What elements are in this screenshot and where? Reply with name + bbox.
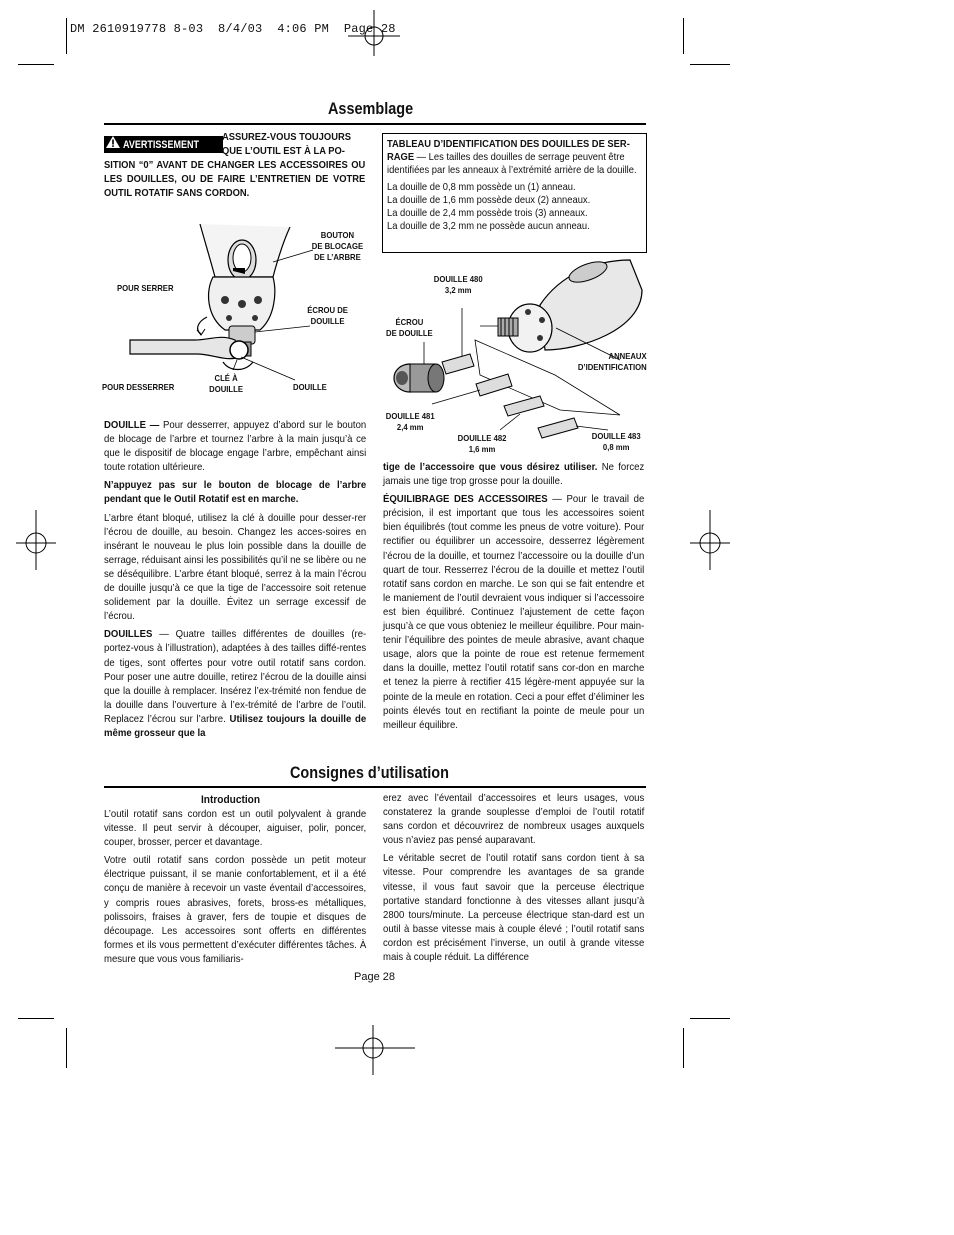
intro-paragraph-2: Votre outil rotatif sans cordon possède un petit moteur électrique puissant, il se manie confortablement, et il a été conçu de manière à recevoir un vaste éventail d’accessoires, y compris roues abrasives, forets, bross-es métalliques, polissoirs, fraises à graver, fers de toupie et disques de découpage. Les accessoires sont offerts en différentes formes et ils vous permettent d’exécuter différentes tâches. À mesure que vous vous familiaris- xyxy=(104,855,367,965)
continuation-bold: tige de l’accessoire que vous désirez utiliser. xyxy=(383,462,598,473)
label-to-tighten: POUR SERRER xyxy=(117,283,174,293)
label-shaft-lock-button: BOUTON DE BLOCAGE DE L’ARBRE xyxy=(311,230,364,262)
table-heading: TABLEAU D’IDENTIFICATION DES DOUILLES DE SER-RAGE xyxy=(387,139,630,163)
label-identification-rings: ANNEAUX D’IDENTIFICATION xyxy=(577,351,647,372)
warning-text-line2: QUE L’OUTIL EST À LA PO- xyxy=(222,146,345,157)
label-to-loosen: POUR DESSERRER xyxy=(102,382,175,392)
table-row: La douille de 1,6 mm possède deux (2) anneaux. xyxy=(387,195,591,206)
label-collet: DOUILLE xyxy=(293,382,327,392)
consignes-right-column xyxy=(383,792,644,969)
warning-text-body: SITION “0” AVANT DE CHANGER LES ACCESSOIRES OU LES DOUILLES, OU DE FAIRE L’ENTRETIEN DE VOTRE OUTIL ROTATIF SANS CORDON. xyxy=(104,160,366,200)
table-intro: — Les tailles des douilles de serrage peuvent être identifiées par les anneaux à l’extrémité arrière de la douille. xyxy=(387,152,637,176)
introduction-heading: Introduction xyxy=(201,794,261,806)
section-title-consignes: Consignes d’utilisation xyxy=(290,763,449,782)
balancing-paragraph: — Pour le travail de précision, il est important que tous les accessoires soient bien équilibrés (tout comme les pneus de votre voiture). Pour rectifier ou équilibrer un accessoire, desserrez légèrement l’écrou de la douille, et tournez l’accessoire ou la douille d’un quart de tour. Resserrez l’écrou de la douille et mettez l’outil rotatif sans cordon en marche. Le son qui se fait entendre et le maniement de l’outil devraient vous indiquer si l’accessoire est bien équilibré. Continuez l’ajustement de cette façon jusqu’à ce que vous obteniez le meilleur équilibre. Pour main-tenir l’équilibre des pointes de meule abrasive, avant chaque usage, alors que la pointe de roue est retenue fermement dans la douille, mettez l’outil rotatif sans cor-don en marche et tenez la pierre à rectifier 415 légère-ment appuyée sur la pointe de la meule en rotation. Ceci a pour effet d’éliminer les points élevés tout en rectifiant la pointe de meule pour un meilleur équilibre. xyxy=(383,494,645,731)
douille-heading: DOUILLE — xyxy=(104,420,160,431)
continuation-text: Ne forcez jamais une tige trop grosse pour la douille. xyxy=(383,462,645,488)
label-collet-nut: ÉCROU DE DOUILLE xyxy=(307,305,348,326)
table-row: La douille de 0,8 mm possède un (1) anneau. xyxy=(387,182,576,193)
table-row: La douille de 2,4 mm possède trois (3) anneaux. xyxy=(387,208,588,219)
douilles-bold-end: Utilisez toujours la douille de même grosseur que la xyxy=(104,713,367,739)
warning-triangle-icon xyxy=(106,136,120,154)
section-title-assemblage: Assemblage xyxy=(328,99,414,118)
intro-paragraph-4: Le véritable secret de l’outil rotatif sans cordon tient à sa vitesse. Pour comprendre les avantages de sa grande vitesse, il vous faut savoir que la perceuse électrique portative standard fonctionne à des vitesses allant jusqu’à 2800 tours/minute. La perceuse électrique stan-dard est un outil à basse vitesse mais à couple élevé ; l’outil rotatif sans cordon est précisément l’inverse, un outil à grande vitesse mais à couple réduit. La différence xyxy=(383,853,645,964)
print-header: DM 2610919778 8-03 8/4/03 4:06 PM Page 28 xyxy=(70,22,396,36)
warning-text-line1: ASSUREZ-VOUS TOUJOURS xyxy=(222,132,351,143)
label-collet-482: DOUILLE 482 1,6 mm xyxy=(457,433,507,454)
assemblage-right-column xyxy=(383,461,644,737)
label-collet-wrench: CLÉ À DOUILLE xyxy=(209,373,243,394)
assemblage-left-column xyxy=(104,419,366,745)
label-collet-481: DOUILLE 481 2,4 mm xyxy=(385,411,435,432)
collet-identification-table xyxy=(382,133,647,253)
douilles-paragraph: — Quatre tailles différentes de douilles (re-portez-vous à l’illustration), adaptées à des tailles diffé-rentes de tiges, sont offertes pour votre outil rotatif sans cordon. Pour poser une autre douille, retirez l’écrou de la douille ainsi que la douille à remplacer. Insérez l’ex-trémité non fendue de la douille dans l’ouverture à l’ex-trémité de l’arbre de l’outil. Replacez l’écrou sur l’arbre. xyxy=(104,629,367,725)
label-collet-nut-2: ÉCROU DE DOUILLE xyxy=(386,317,433,338)
intro-paragraph-1: L’outil rotatif sans cordon est un outil polyvalent à grande vitesse. Il peut servir à découper, aiguiser, polir, poncer, couper, brosser, percer et davantage. xyxy=(104,809,367,849)
label-collet-480: DOUILLE 480 3,2 mm xyxy=(433,274,483,295)
label-collet-483: DOUILLE 483 0,8 mm xyxy=(591,431,641,452)
wrench-paragraph: L’arbre étant bloqué, utilisez la clé à douille pour desser-rer l’écrou de douille, au besoin. Changez les acces-soires en insérant le nouveau le plus loin possible dans la douille de serrage, réduisant ainsi les possibilités qu’il ne se libère ou ne se déséquilibre. L’arbre étant bloqué, serrez à la main l’écrou de douille jusqu’à ce que la tige de l’accessoire soit retenue solidement par la douille. Évitez un serrage excessif de l’écrou. xyxy=(104,512,367,623)
title-rule-2 xyxy=(104,786,646,788)
intro-paragraph-3: erez avec l’éventail d’accessoires et leurs usages, vous constaterez la grande souplesse d’emploi de l’outil rotatif sans cordon et découvrirez de nombreux usages auxquels vous n’aviez pas pensé auparavant. xyxy=(383,793,645,847)
warning-badge xyxy=(104,136,223,153)
consignes-left-column xyxy=(104,808,366,971)
caution-paragraph: N’appuyez pas sur le bouton de blocage de l’arbre pendant que le Outil Rotatif est en marche. xyxy=(104,480,367,506)
title-rule xyxy=(104,123,646,125)
douilles-heading: DOUILLES xyxy=(104,629,153,641)
douille-paragraph: Pour desserrer, appuyez d’abord sur le bouton de blocage de l’arbre et tournez l’arbre à la main jusqu’à ce que le dispositif de blocage engage l’arbre, empêchant ainsi toute rotation ultérieure. xyxy=(104,420,367,474)
warning-label: AVERTISSEMENT xyxy=(123,138,200,151)
table-row: La douille de 3,2 mm ne possède aucun anneau. xyxy=(387,221,590,232)
balancing-heading: ÉQUILIBRAGE DES ACCESSOIRES xyxy=(383,494,548,506)
page-number: Page 28 xyxy=(354,971,395,983)
